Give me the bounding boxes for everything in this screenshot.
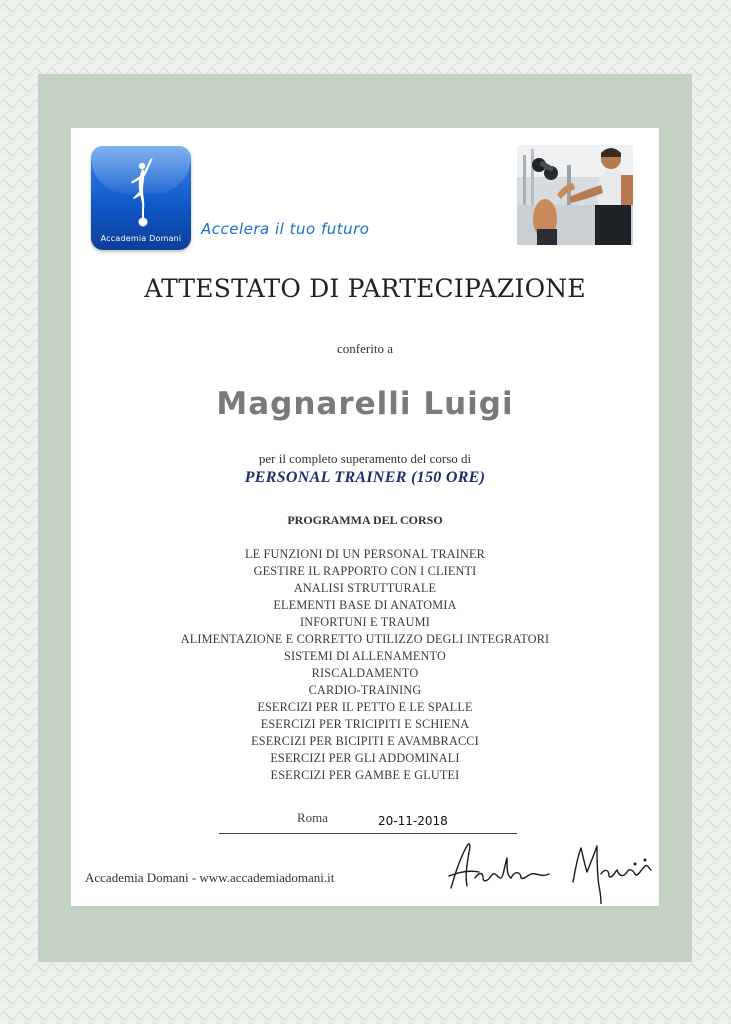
gym-trainer-photo: [517, 145, 633, 245]
program-item: ESERCIZI PER GAMBE E GLUTEI: [270, 768, 460, 782]
program-item: INFORTUNI E TRAUMI: [300, 615, 430, 629]
logo-text: Accademia Domani: [100, 234, 182, 243]
course-intro: per il completo superamento del corso di: [258, 451, 472, 466]
accademia-domani-logo: [91, 146, 191, 250]
mercury-statue-icon: [121, 152, 161, 232]
program-item: RISCALDAMENTO: [311, 666, 419, 680]
program-item: ESERCIZI PER GLI ADDOMINALI: [270, 751, 460, 765]
program-item: CARDIO-TRAINING: [308, 683, 422, 697]
program-item: SISTEMI DI ALLENAMENTO: [284, 649, 446, 663]
program-item: ESERCIZI PER IL PETTO E LE SPALLE: [257, 700, 473, 714]
handwritten-signature: [445, 834, 657, 904]
program-item: ELEMENTI BASE DI ANATOMIA: [273, 598, 457, 612]
course-name: PERSONAL TRAINER (150 ORE): [244, 469, 486, 486]
program-heading: PROGRAMMA DEL CORSO: [287, 513, 443, 527]
conferred-label: conferito a: [337, 341, 393, 356]
recipient-name: Magnarelli Luigi: [216, 386, 514, 422]
certificate-sheet: [71, 128, 659, 906]
footer-text: Accademia Domani - www.accademiadomani.it: [85, 870, 335, 885]
program-item: LE FUNZIONI DI UN PERSONAL TRAINER: [244, 547, 486, 561]
issue-date: 20-11-2018: [378, 814, 448, 828]
slogan: Accelera il tuo futuro: [201, 220, 370, 238]
program-item: ALIMENTAZIONE E CORRETTO UTILIZZO DEGLI INTEGRATORI: [180, 632, 550, 646]
program-item: ESERCIZI PER BICIPITI E AVAMBRACCI: [251, 734, 479, 748]
program-list: [71, 546, 659, 784]
certificate-title: ATTESTATO DI PARTECIPAZIONE: [144, 274, 586, 303]
program-item: ESERCIZI PER TRICIPITI E SCHIENA: [260, 717, 470, 731]
program-item: GESTIRE IL RAPPORTO CON I CLIENTI: [253, 564, 477, 578]
program-item: ANALISI STRUTTURALE: [293, 581, 437, 595]
place-label: Roma: [297, 810, 329, 825]
